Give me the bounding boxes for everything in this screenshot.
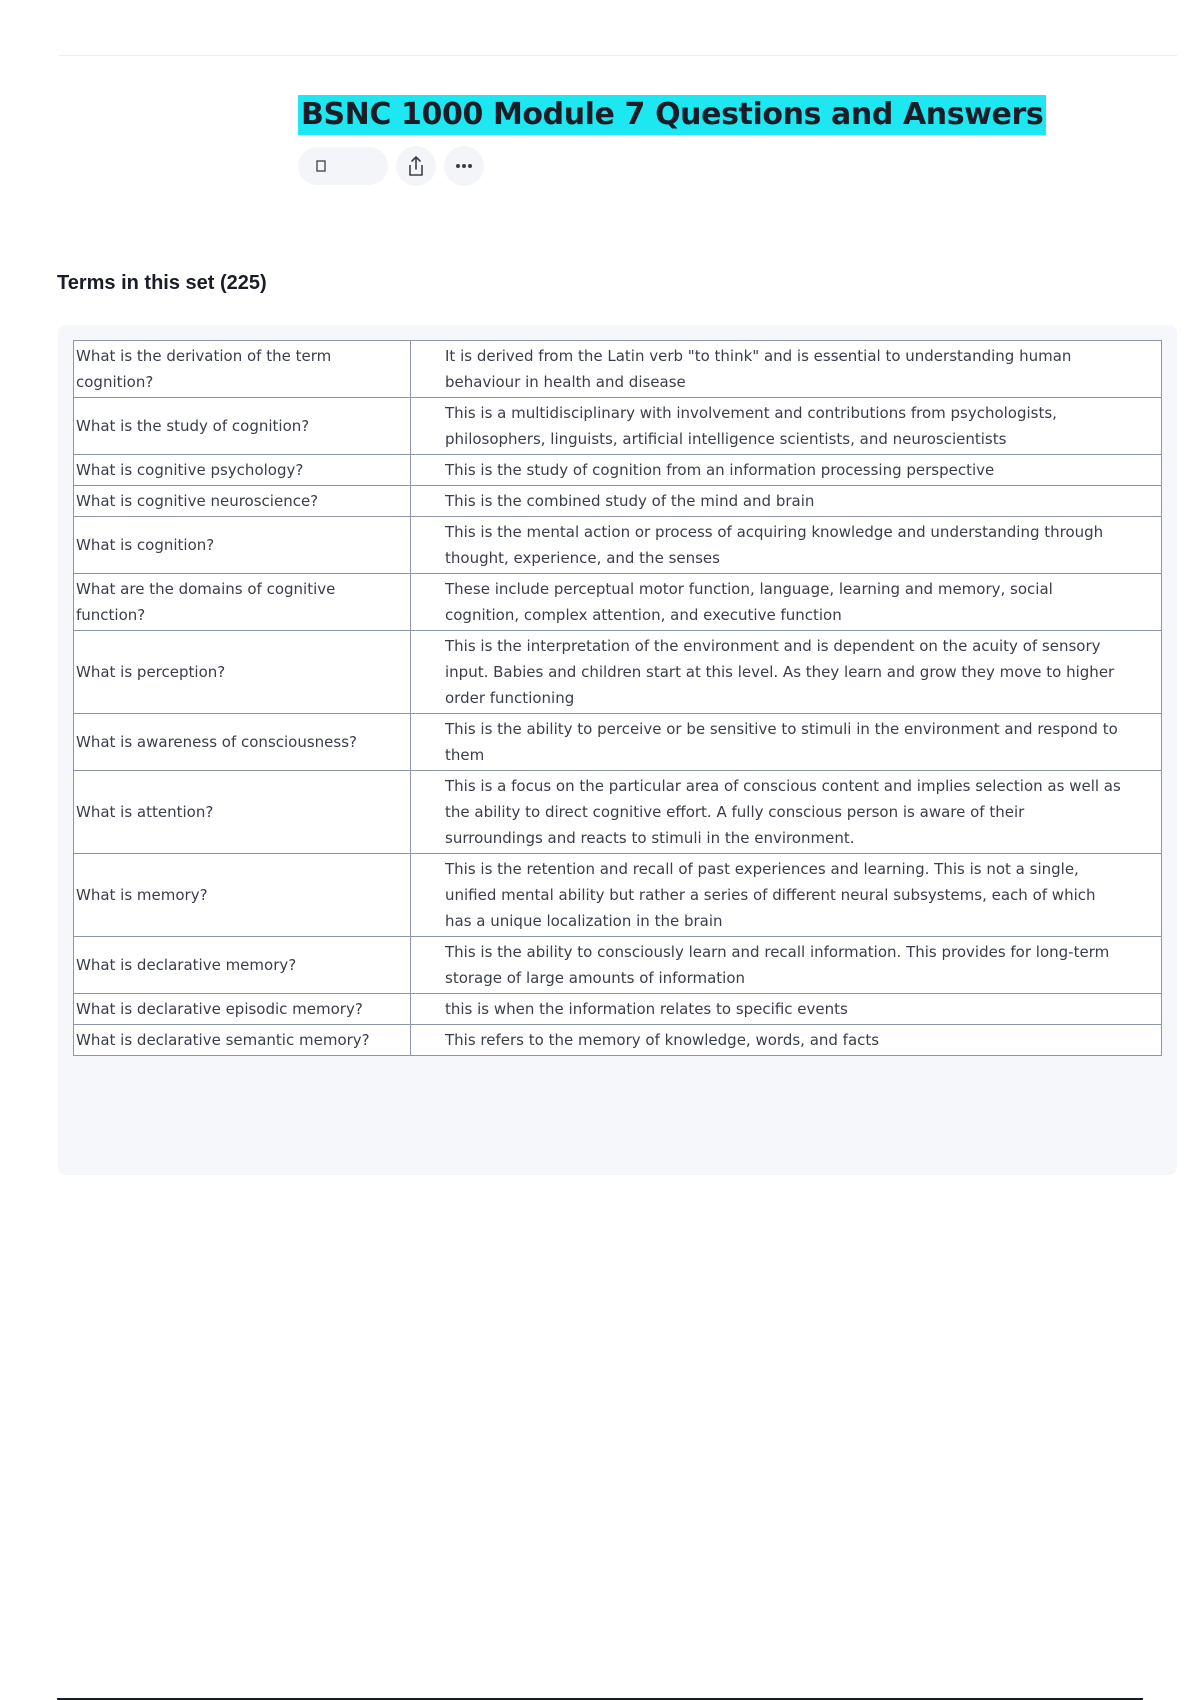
table-row — [74, 398, 1162, 455]
more-icon — [454, 163, 474, 169]
table-row — [74, 994, 1162, 1025]
title-block — [298, 95, 1046, 135]
table-row — [74, 854, 1162, 937]
terms-heading: Terms in this set (225) — [57, 272, 267, 294]
terms-table — [73, 340, 1162, 1056]
table-row — [74, 486, 1162, 517]
definition-cell: This is the combined study of the mind and brain — [411, 486, 1162, 517]
term-cell: What is cognition? — [74, 517, 411, 574]
definition-cell: This is a focus on the particular area of conscious content and implies selection as well as the ability to direct cognitive effort. A fully conscious person is aware of their surroundings and reacts to stimuli in the environment. — [411, 771, 1162, 854]
term-cell: What is the study of cognition? — [74, 398, 411, 455]
term-cell: What is declarative episodic memory? — [74, 994, 411, 1025]
term-cell: What is perception? — [74, 631, 411, 714]
action-bar — [298, 146, 484, 186]
bookmark-icon — [316, 160, 326, 172]
table-row — [74, 455, 1162, 486]
definition-cell: This is a multidisciplinary with involvement and contributions from psychologists, philosophers, linguists, artificial intelligence scientists, and neuroscientists — [411, 398, 1162, 455]
more-options-button[interactable] — [444, 146, 484, 186]
definition-cell: this is when the information relates to specific events — [411, 994, 1162, 1025]
share-button[interactable] — [396, 146, 436, 186]
definition-cell: This is the mental action or process of acquiring knowledge and understanding through thought, experience, and the senses — [411, 517, 1162, 574]
term-cell: What is cognitive neuroscience? — [74, 486, 411, 517]
term-cell: What is cognitive psychology? — [74, 455, 411, 486]
definition-cell: It is derived from the Latin verb "to think" and is essential to understanding human behaviour in health and disease — [411, 341, 1162, 398]
term-cell: What is the derivation of the term cognition? — [74, 341, 411, 398]
page-title: BSNC 1000 Module 7 Questions and Answers — [298, 95, 1046, 135]
term-cell: What is memory? — [74, 854, 411, 937]
definition-cell: This is the ability to consciously learn and recall information. This provides for long-term storage of large amounts of information — [411, 937, 1162, 994]
term-cell: What is attention? — [74, 771, 411, 854]
term-cell: What is awareness of consciousness? — [74, 714, 411, 771]
table-row — [74, 574, 1162, 631]
share-icon — [406, 155, 426, 177]
table-row — [74, 631, 1162, 714]
table-row — [74, 714, 1162, 771]
top-divider — [59, 55, 1177, 56]
definition-cell: These include perceptual motor function, language, learning and memory, social cognition, complex attention, and executive function — [411, 574, 1162, 631]
term-cell: What is declarative memory? — [74, 937, 411, 994]
definition-cell: This refers to the memory of knowledge, words, and facts — [411, 1025, 1162, 1056]
table-row — [74, 341, 1162, 398]
term-cell: What are the domains of cognitive function? — [74, 574, 411, 631]
table-row — [74, 517, 1162, 574]
table-row — [74, 1025, 1162, 1056]
definition-cell: This is the interpretation of the environment and is dependent on the acuity of sensory input. Babies and children start at this level. As they learn and grow they move to higher order functioning — [411, 631, 1162, 714]
table-row — [74, 937, 1162, 994]
definition-cell: This is the retention and recall of past experiences and learning. This is not a single, unified mental ability but rather a series of different neural subsystems, each of which has a unique localization in the brain — [411, 854, 1162, 937]
definition-cell: This is the study of cognition from an information processing perspective — [411, 455, 1162, 486]
table-row — [74, 771, 1162, 854]
definition-cell: This is the ability to perceive or be sensitive to stimuli in the environment and respond to them — [411, 714, 1162, 771]
save-button[interactable] — [298, 147, 388, 185]
term-cell: What is declarative semantic memory? — [74, 1025, 411, 1056]
